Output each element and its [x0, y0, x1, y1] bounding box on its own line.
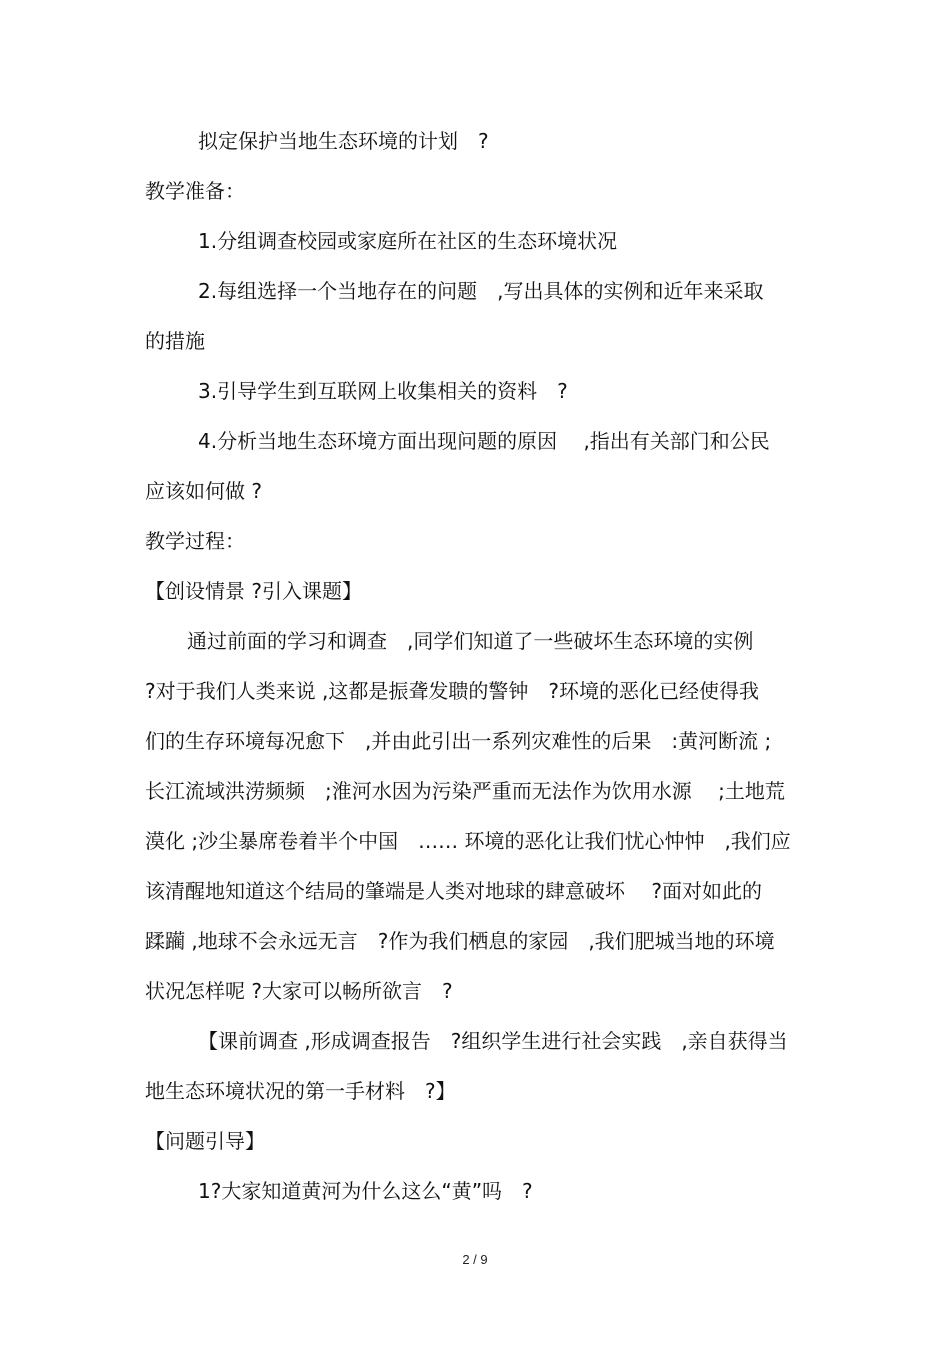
paragraph-line-2: ?对于我们人类来说 ,这都是振聋发聩的警钟 ?环境的恶化已经使得我 — [145, 679, 759, 703]
question-1: 1?大家知道黄河为什么这么“黄”吗 ? — [198, 1179, 533, 1203]
paragraph-line-5: 漠化 ;沙尘暴席卷着半个中国 …… 环境的恶化让我们忧心忡忡 ,我们应 — [145, 829, 791, 853]
prep-item-2-cont: 的措施 — [145, 329, 205, 353]
prep-item-4: 4.分析当地生态环境方面出现问题的原因 ,指出有关部门和公民 — [198, 429, 770, 453]
paragraph-line-1: 通过前面的学习和调查 ,同学们知道了一些破坏生态环境的实例 — [187, 629, 754, 653]
section-question-guide: 【问题引导】 — [145, 1129, 265, 1153]
section-pre-class-survey-cont: 地生态环境状况的第一手材料 ?】 — [145, 1079, 456, 1103]
paragraph-line-7: 蹂躏 ,地球不会永远无言 ?作为我们栖息的家园 ,我们肥城当地的环境 — [145, 929, 775, 953]
section-scenario-intro: 【创设情景 ?引入课题】 — [145, 579, 362, 603]
prep-item-2: 2.每组选择一个当地存在的问题 ,写出具体的实例和近年来采取 — [198, 279, 764, 303]
heading-teaching-preparation: 教学准备： — [145, 179, 245, 203]
prep-item-4-cont: 应该如何做 ? — [145, 479, 262, 503]
paragraph-line-4: 长江流域洪涝频频 ;淮河水因为污染严重而无法作为饮用水源 ;土地荒 — [145, 779, 785, 803]
heading-teaching-process: 教学过程： — [145, 529, 245, 553]
paragraph-line-3: 们的生存环境每况愈下 ,并由此引出一系列灾难性的后果 :黄河断流 ; — [145, 729, 772, 753]
paragraph-line-8: 状况怎样呢 ?大家可以畅所欲言 ? — [145, 979, 453, 1003]
page-number: 2 / 9 — [462, 1252, 488, 1267]
section-pre-class-survey: 【课前调查 ,形成调查报告 ?组织学生进行社会实践 ,亲自获得当 — [198, 1029, 788, 1053]
text-line-plan: 拟定保护当地生态环境的计划 ? — [198, 129, 489, 153]
paragraph-line-6: 该清醒地知道这个结局的肇端是人类对地球的肆意破坏 ?面对如此的 — [145, 879, 762, 903]
prep-item-1: 1.分组调查校园或家庭所在社区的生态环境状况 — [198, 229, 618, 253]
prep-item-3: 3.引导学生到互联网上收集相关的资料 ? — [198, 379, 568, 403]
